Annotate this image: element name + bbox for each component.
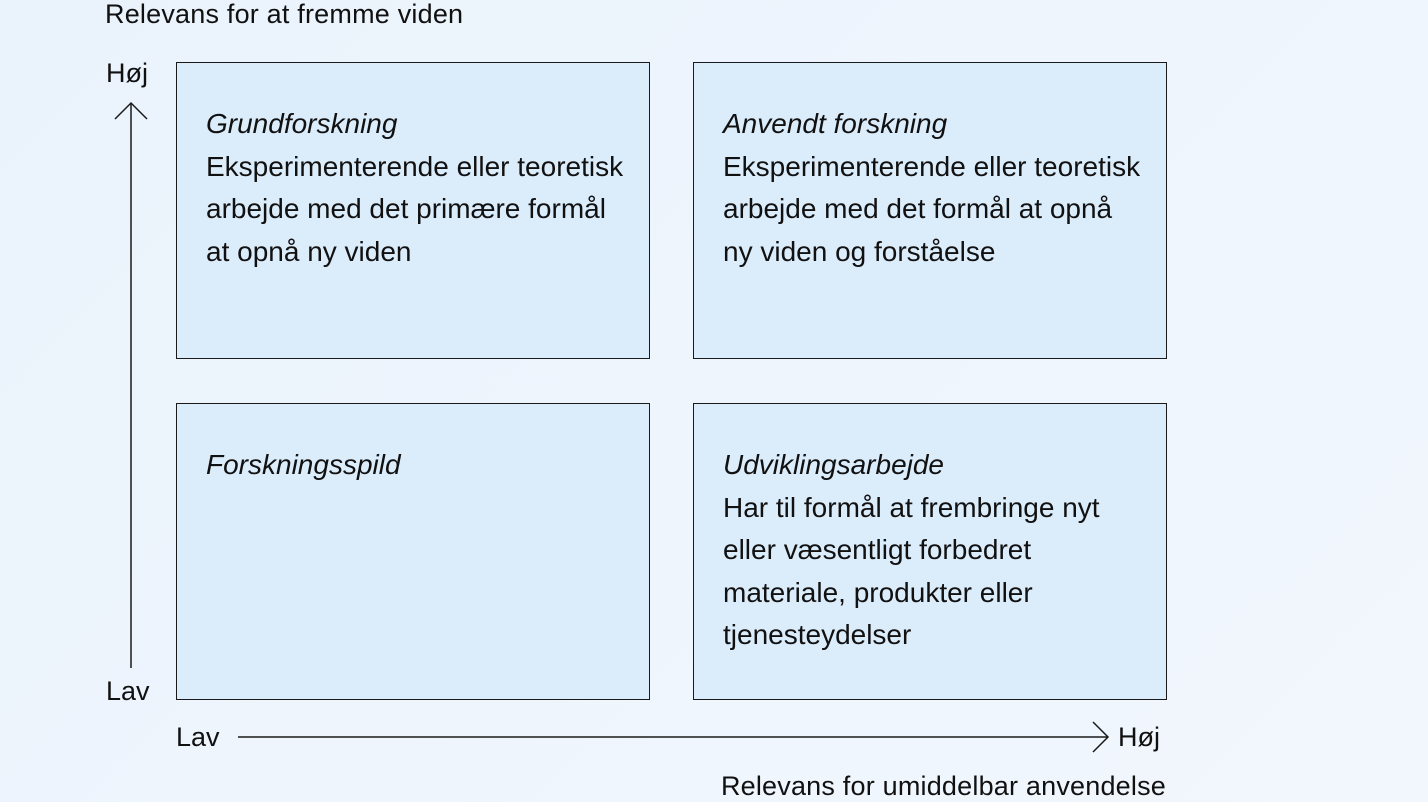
quadrant-title: Anvendt forskning (723, 108, 948, 139)
quadrant-udviklingsarbejde (693, 403, 1167, 700)
quadrant-description: Har til formål at frembringe nyt eller væsentligt forbedret materiale, produkter eller tjenesteydelser (723, 491, 1100, 650)
quadrant-description: Eksperimenterende eller teoretisk arbejde med det formål at opnå ny viden og forståelse (723, 150, 1141, 267)
y-axis-high-label: Høj (106, 58, 148, 88)
quadrant-title: Forskningsspild (206, 449, 401, 480)
x-axis-low-label: Lav (176, 722, 220, 752)
x-axis-high-label: Høj (1118, 722, 1160, 752)
quadrant-grundforskning (176, 62, 650, 359)
quadrant-anvendt-forskning (693, 62, 1167, 359)
x-axis-title: Relevans for umiddelbar anvendelse (720, 771, 1166, 801)
quadrant-forskningsspild (176, 403, 650, 700)
quadrant-description: Eksperimenterende eller teoretisk arbejde med det primære formål at opnå ny viden (206, 150, 624, 267)
quadrant-title: Udviklingsarbejde (723, 449, 945, 480)
quadrant-title: Grundforskning (206, 108, 398, 139)
y-axis-low-label: Lav (106, 676, 150, 706)
y-axis-title: Relevans for at fremme viden (105, 0, 464, 29)
y-axis-arrow (115, 103, 147, 668)
x-axis-arrow (238, 722, 1108, 752)
